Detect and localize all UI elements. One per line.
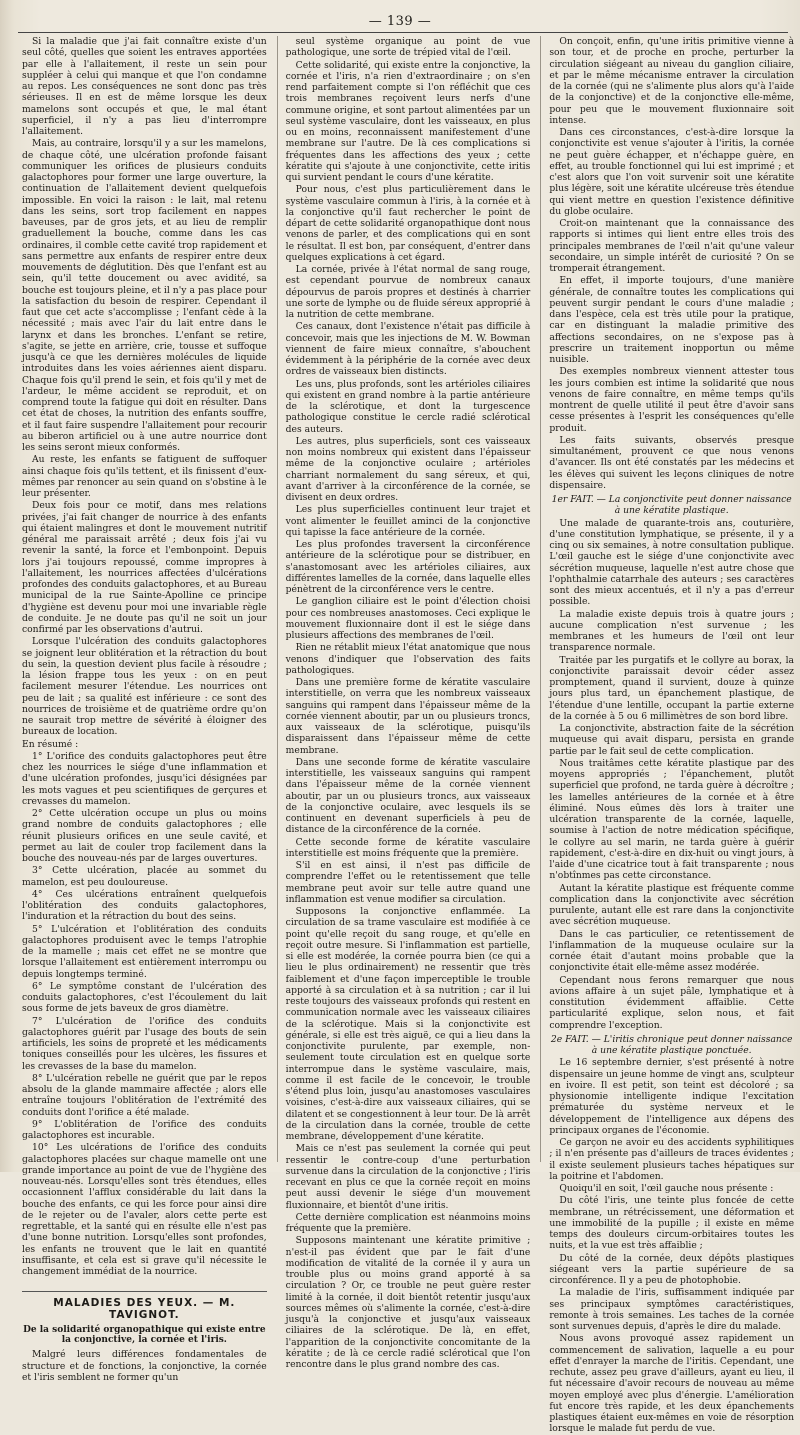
paragraph: Cette dernière complication est néanmoins moins fréquente que la première.	[285, 1211, 531, 1234]
paragraph: Les plus superficielles continuent leur trajet et vont alimenter le feuillet aminci de la conjonctive qui tapisse la face antérieure de la cornée.	[285, 504, 531, 538]
paragraph: seul système organique au point de vue pathologique, une sorte de trépied vital de l'œil.	[285, 36, 531, 59]
paragraph: Quoiqu'il en soit, l'œil gauche nous présente :	[559, 1183, 774, 1194]
paragraph: Une malade de quarante-trois ans, couturière, d'une constitution lymphatique, se présente, il y a cinq ou six semaines, à notre consultation publique. L'œil gauche est le siége d'une conjonctivite avec sécrétion muqueuse, laquelle n'est autre chose que l'ophthalmie catarrhale des auteurs ; ses caractères sont des mieux accentués, et il n'y a pas d'erreur possible.	[549, 517, 795, 608]
page-number: — 139 —	[368, 14, 432, 29]
paragraph: Dans une seconde forme de kératite vasculaire interstitielle, les vaisseaux sanguins qui rampent dans l'épaisseur même de la cornée viennent aboutir, par un ou plusieurs troncs, aux vaisseaux de la conjonctive oculaire, avec lesquels ils se continuent en devenant superficiels à peu de distance de la circonférence de la cornée.	[285, 756, 531, 836]
column-middle	[277, 36, 531, 1370]
paragraph: Rien ne rétablit mieux l'état anatomique que nous venons d'indiquer que l'observation des faits pathologiques.	[285, 642, 531, 676]
paragraph: Des exemples nombreux viennent attester tous les jours combien est intime la solidarité que nous venons de faire connaître, en même temps qu'ils montrent de quelle utilité il peut être d'avoir sans cesse présentes à l'esprit les conséquences qu'elle produit.	[549, 366, 795, 434]
paragraph: La maladie de l'iris, suffisamment indiquée par ses principaux symptômes caractéristiques, remonte à trois semaines. Les taches de la cornée sont survenues depuis, d'après le dire du malade.	[549, 1287, 795, 1332]
paragraph: Croit-on maintenant que la connaissance des rapports si intimes qui lient entre elles trois des principales membranes de l'œil n'ait qu'une valeur secondaire, un simple intérêt de curiosité ? On se tromperait étrangement.	[549, 218, 795, 274]
paragraph: Supposons maintenant une kératite primitive ; n'est-il pas évident que par le fait d'une modification de vitalité de la cornée il y aura un trouble plus ou moins grand apporté à sa circulation ? Or, ce trouble ne peut guère rester limité à la cornée, il doit bientôt retentir jusqu'aux sources mêmes où s'alimente la cornée, c'est-à-dire jusqu'à la conjonctive et jusqu'aux vaisseaux ciliaires de la sclérotique. De là, en effet, l'apparition de la conjonctivite concomitante de la kératite ; de là ce cercle radié sclérotical que l'on rencontre dans le plus grand nombre des cas.	[285, 1235, 531, 1370]
paragraph: Nous avons provoqué assez rapidement un commencement de salivation, laquelle a eu pour effet d'enrayer la marche de l'iritis. Cependant, une rechute, assez peu grave d'ailleurs, ayant eu lieu, il fut nécessaire d'avoir recours de nouveau au même moyen employé avec plus d'énergie. L'amélioration fut encore très rapide, et les deux épanchements plastiques étaient eux-mêmes en voie de résorption lorsque le malade fut perdu de vue.	[549, 1333, 795, 1435]
paragraph: Malgré leurs différences fondamentales de structure et de fonctions, la conjonctive, la cornée et l'iris semblent ne former qu'un	[22, 1349, 267, 1383]
paragraph: Traitée par les purgatifs et le collyre au borax, la conjonctivite paraissait devoir céder assez promptement, quand il survient, douze à quinze jours plus tard, un épanchement plastique, de l'étendue d'une lentille, occupant la partie externe de la cornée à 5 ou 6 millimètres de son bord libre.	[549, 654, 795, 722]
paragraph: Les autres, plus superficiels, sont ces vaisseaux non moins nombreux qui existent dans l'épaisseur même de la conjonctive oculaire ; artérioles charriant normalement du sang séreux, et qui, avant d'arriver à la circonférence de la cornée, se divisent en deux ordres.	[285, 435, 531, 503]
paragraph: Cette solidarité, qui existe entre la conjonctive, la cornée et l'iris, n'a rien d'extraordinaire ; on s'en rend parfaitement compte si l'on réfléchit que ces trois membranes reçoivent leurs nerfs d'une commune origine, et sont partout alimentées par un seul système vasculaire, dont les vaisseaux, en plus ou en moins, reconnaissent manifestement d'une membrane sur l'autre. De là ces complications si fréquentes dans les affections des yeux ; cette kératite qui s'ajoute à une conjonctivite, cette iritis qui survient pendant le cours d'une kératite.	[285, 59, 531, 183]
paragraph: Dans ces circonstances, c'est-à-dire lorsque la conjonctivite est venue s'ajouter à l'iritis, la cornée ne peut guère échapper, et n'échappe guère, en effet, au trouble fonctionnel qui lui est imprimé ; et c'est alors que l'on voit survenir soit une kératite plus légère, soit une kératite ulcéreuse très étendue qui vient mettre en question l'existence définitive du globe oculaire.	[549, 127, 795, 217]
summary-item: 8° L'ulcération rebelle ne guérit que par le repos absolu de la glande mammaire affectée ; alors elle entraîne toujours l'oblitération de l'extrémité des conduits dont l'orifice a été malade.	[22, 1072, 267, 1118]
page-header	[0, 12, 800, 36]
paragraph: La maladie existe depuis trois à quatre jours ; aucune complication n'est survenue ; les membranes et les humeurs de l'œil ont leur transparence normale.	[549, 608, 795, 654]
paragraph: Cette seconde forme de kératite vasculaire interstitielle est moins fréquente que la première.	[285, 836, 531, 859]
paragraph: Les faits suivants, observés presque simultanément, prouvent ce que nous venons d'avancer. Ils ont été constatés par les médecins et les élèves qui suivent les leçons cliniques de notre dispensaire.	[549, 434, 795, 491]
paragraph: En effet, il importe toujours, d'une manière générale, de connaître toutes les complications qui peuvent surgir pendant le cours d'une maladie ; dans l'espèce, cela est très utile pour la pratique, car en distinguant la maladie primitive des affections secondaires, on ne s'expose pas à prescrire un traitement inopportun ou même nuisible.	[549, 275, 795, 365]
paragraph: Le ganglion ciliaire est le point d'élection choisi pour ces nombreuses anastomoses. Ceci explique le mouvement fluxionnaire dont il est le siége dans plusieurs affections des membranes de l'œil.	[285, 596, 531, 641]
paragraph: Dans le cas particulier, ce retentissement de l'inflammation de la muqueuse oculaire sur la cornée était d'autant moins probable que la conjonctivite était elle-même assez modérée.	[549, 928, 795, 974]
paragraph: Nous traitâmes cette kératite plastique par des moyens appropriés ; l'épanchement, plutôt superficiel que profond, ne tarda guère à décroître ; les lamelles antérieures de la cornée et à être éliminé. Nous eûmes dès lors à traiter une ulcération transparente de la cornée, laquelle, soumise à l'action de notre médication spécifique, le collyre au sel marin, ne tarda guère à guérir rapidement, c'est-à-dire en dix-huit ou vingt jours, à l'aide d'une cicatrice tout à fait transparente ; nous n'obtînmes pas cette circonstance.	[549, 757, 795, 882]
column-left	[22, 36, 267, 1383]
summary-label: En résumé :	[22, 738, 79, 750]
paragraph: S'il en est ainsi, il n'est pas difficile de comprendre l'effet ou le retentissement que telle membrane peut avoir sur telle autre quand une inflammation est venue modifier sa circulation.	[285, 860, 531, 905]
paragraph: Si la maladie que j'ai fait connaître existe d'un seul côté, quelles que soient les entraves apportées par elle à l'allaitement, il reste un sein pour suppléer à celui qui manque et que l'on condamne au repos. Les conséquences ne sont donc pas très sérieuses. Il en est de même lorsque les deux mamelons sont occupés et que, le mal étant superficiel, il n'y a pas lieu d'interrompre l'allaitement.	[22, 36, 267, 137]
summary-item: 2° Cette ulcération occupe un plus ou moins grand nombre de conduits galactophores ; elle réunit plusieurs orifices en une seule cavité, et permet au lait de couler trop facilement dans la bouche des nouveau-nés par de larges ouvertures.	[22, 808, 267, 864]
summary-item: 5° L'ulcération et l'oblitération des conduits galactophores produisent avec le temps l'atrophie de la mamelle ; mais cet effet ne se montre que lorsque l'allaitement est entièrement interrompu ou depuis longtemps terminé.	[22, 923, 267, 980]
paragraph: Du côté l'iris, une teinte plus foncée de cette membrane, un rétrécissement, une déformation et une immobilité de la pupille ; il existe en même temps des douleurs circum-orbitaires toutes les nuits, et la vue est très affaiblie ;	[549, 1195, 795, 1252]
case-title: 1er FAIT. — La conjonctivite peut donner naissance à une kératite plastique.	[551, 494, 792, 517]
paragraph: On conçoit, enfin, qu'une iritis primitive vienne à son tour, et de proche en proche, perturber la circulation siégeant au niveau du ganglion ciliaire, et par le même mécanisme entraver la circulation de la cornée (qui ne s'alimente plus alors qu'à l'aide de la conjonctive) et de la conjonctive elle-même, pour peu que le mouvement fluxionnaire soit intense.	[549, 36, 795, 126]
paragraph: Supposons la conjonctive enflammée. La circulation de sa trame vasculaire est modifiée à ce point qu'elle reçoit du sang rouge, et qu'elle en reçoit outre mesure. Si l'inflammation est partielle, si elle est modérée, la cornée pourra bien (ce qui a lieu le plus ordinairement) ne ressentir que très faiblement et d'une façon imperceptible le trouble apporté à sa circulation et à sa nutrition ; car il lui reste toujours des vaisseaux profonds qui restent en communication normale avec les vaisseaux ciliaires de la sclérotique. Mais si la conjonctivite est générale, si elle est très aiguë, ce qui a lieu dans la conjonctivite purulente, par exemple, non-seulement toute circulation est en quelque sorte interrompue dans le système vasculaire, mais, comme il est facile de le concevoir, le trouble s'étend plus loin, jusqu'au anastomoses vasculaires voisines, c'est-à-dire aux vaisseaux ciliaires, qui se dilatent et se congestionnent à leur tour. De là arrêt de la circulation dans la cornée, trouble de cette membrane, développement d'une kératite.	[285, 906, 531, 1142]
summary-item: 10° Les ulcérations de l'orifice des conduits galactophores placées sur chaque mamelle ont une grande importance au point de vue de l'hygiène des nouveau-nés. Lorsqu'elles sont très étendues, elles occasionnent l'afflux considérable du lait dans la bouche des enfants, ce qui les force pour ainsi dire de le rejeter ou de l'avaler, alors cette perte est regrettable, et la santé qui en résulte elle n'est pas d'une bonne nutrition. Lorsqu'elles sont profondes, les enfants ne trouvent que le lait en quantité insuffisante, et cela est si grave qu'il nécessite le changement immédiat de la nourrice.	[22, 1142, 267, 1277]
summary-item: 4° Ces ulcérations entraînent quelquefois l'oblitération des conduits galactophores, l'induration et la rétraction du bout des seins.	[22, 888, 267, 923]
paragraph: Le 16 septembre dernier, s'est présenté à notre dispensaire un jeune homme de vingt ans, sculpteur en ivoire. Il est petit, son teint est décoloré ; sa physionomie intelligente indique l'excitation prématurée du système nerveux et le développement de l'intelligence aux dépens des principaux organes de l'économie.	[549, 1057, 795, 1136]
summary-item: 1° L'orifice des conduits galactophores peut être chez les nourrices le siége d'une inflammation et d'une ulcération profondes, jusqu'ici désignées par les mots vagues et peu scientifiques de gerçures et crevasses du mamelon.	[22, 750, 267, 807]
paragraph: Pour nous, c'est plus particulièrement dans le système vasculaire commun à l'iris, à la cornée et à la conjonctive qu'il faut rechercher le point de départ de cette solidarité organopathique dont nous venons de parler, et des complications qui en sont le résultat. Il est bon, par conséquent, d'entrer dans quelques explications à cet égard.	[285, 184, 531, 263]
paragraph: Lorsque l'ulcération des conduits galactophores se joignent leur oblitération et la rétraction du bout du sein, la question devient plus facile à résoudre ; la lésion frappe tous les yeux : on en peut facilement mesurer l'étendue. Les nourrices ont peu de lait ; sa qualité est inférieure : ce sont des nourrices de troisième et de quatrième ordre qu'on ne saurait trop mettre de sévérité à éloigner des bureaux de location.	[22, 636, 267, 738]
summary-item: 9° L'oblitération de l'orifice des conduits galactophores est incurable.	[22, 1118, 267, 1141]
paragraph: Les uns, plus profonds, sont les artérioles ciliaires qui existent en grand nombre à la partie antérieure de la sclérotique, et dont la turgescence pathologique constitue le cercle radié sclérotical des auteurs.	[285, 378, 531, 435]
paragraph: Mais, au contraire, lorsqu'il y a sur les mamelons, de chaque côté, une ulcération profonde faisant communiquer les orifices de plusieurs conduits galactophores pour former une large ouverture, la continuation de l'allaitement devient quelquefois impossible. En voici la raison : le lait, mal retenu dans les seins, sort trop facilement en nappes baveuses, par de gros jets, et au lieu de remplir graduellement la bouche, comme dans les cas ordinaires, il comble cette cavité trop rapidement et sans permettre aux enfants de respirer entre deux mouvements de déglutition. Dès que l'enfant est au sein, qu'il tette doucement ou avec avidité, sa bouche est toujours pleine, et il n'y a pas place pour la satisfaction du besoin de respirer. Cependant il faut que cet acte s'accomplisse ; l'enfant cède à la nécessité ; mais avec l'air du lait entre dans le larynx et dans les bronches. L'enfant se retire, s'agite, se jette en arrière, crie, tousse et suffoque jusqu'à ce que les dernières molécules de liquide introduites dans les voies aériennes aient disparu. Chaque fois qu'il prend le sein, et fois qu'il y met de l'ardeur, le même accident se reproduit, et on comprend toute la fatigue qui doit en résulter. Dans cet état de choses, la nutrition des enfants souffre, et il faut faire suspendre l'allaitement pour recourir au biberon artificiel ou à une autre nourrice dont les seins seront mieux conformés.	[22, 138, 267, 453]
section-title: MALADIES DES YEUX. — M. TAVIGNOT.	[22, 1291, 267, 1321]
summary-item: 7° L'ulcération de l'orifice des conduits galactophores guérit par l'usage des bouts de sein artificiels, les soins de propreté et les médicaments toniques conseillés pour les ulcères, les fissures et les crevasses de la base du mamelon.	[22, 1015, 267, 1072]
text-columns	[22, 36, 795, 1435]
paragraph: Les plus profondes traversent la circonférence antérieure de la sclérotique pour se distribuer, en s'anastomosant avec les artérioles ciliaires, aux différentes lamelles de la cornée, dans laquelle elles pénètrent de la circonférence vers le centre.	[285, 539, 531, 595]
section-subtitle: De la solidarité organopathique qui existe entre la conjonctive, la cornée et l'iris.	[23, 1325, 266, 1346]
summary-item: 3° Cette ulcération, placée au sommet du mamelon, est peu douloureuse.	[22, 865, 267, 888]
summary-item: 6° Le symptôme constant de l'ulcération des conduits galactophores, c'est l'écoulement du lait sous forme de jets baveux de gros diamètre.	[22, 980, 267, 1015]
paragraph: La cornée, privée à l'état normal de sang rouge, est cependant pourvue de nombreux canaux dépourvus de parois propres et destinés à charrier une sorte de lymphe ou de fluide séreux approprié à la nutrition de cette membrane.	[285, 264, 531, 320]
paragraph: Autant la kératite plastique est fréquente comme complication dans la conjonctivite avec sécrétion purulente, autant elle est rare dans la conjonctivite avec sécrétion muqueuse.	[549, 882, 795, 928]
paragraph: Dans une première forme de kératite vasculaire interstitielle, on verra que les nombreux vaisseaux sanguins qui rampent dans l'épaisseur même de la cornée viennent aboutir, par un ou plusieurs troncs, aux vaisseaux de la sclérotique, puisqu'ils disparaissent dans l'épaisseur même de cette membrane.	[285, 677, 531, 756]
paragraph: Mais ce n'est pas seulement la cornée qui peut ressentir le contre-coup d'une perturbation survenue dans la circulation de la conjonctive ; l'iris recevant en plus ce que la cornée reçoit en moins peut aussi devenir le siége d'un mouvement fluxionnaire, et bientôt d'une iritis.	[285, 1143, 531, 1211]
paragraph: Au reste, les enfants se fatiguent de suffoquer ainsi chaque fois qu'ils tettent, et ils finissent d'eux-mêmes par renoncer au sein quand on s'obstine à le leur présenter.	[22, 454, 267, 499]
paragraph: Ce garçon ne avoir eu des accidents syphilitiques ; il n'en présente pas d'ailleurs de traces évidentes ; il existe seulement plusieurs taches hépatiques sur la poitrine et l'abdomen.	[549, 1137, 795, 1182]
paragraph: Deux fois pour ce motif, dans mes relations privées, j'ai fait changer de nourrice à des enfants qui étaient malingres et dont le mouvement nutritif général me paraissait arrêté ; deux fois j'ai vu revenir la santé, la force et l'embonpoint. Depuis lors j'ai toujours repoussé, comme impropres à l'allaitement, les nourrices affectées d'ulcérations profondes des conduits galactophores, et au Bureau municipal de la rue Sainte-Apolline ce principe d'hygiène est devenu pour moi une invariable règle de conduite. Je ne doute pas qu'il ne soit un jour confirmé par les observations d'autrui.	[22, 500, 267, 635]
paragraph: Du côté de la cornée, deux dépôts plastiques siégeant vers la partie supérieure de sa circonférence. Il y a peu de photophobie.	[549, 1252, 795, 1286]
paragraph: Ces canaux, dont l'existence n'était pas difficile à concevoir, mais que les injections de M. W. Bowman viennent de faire mieux connaître, s'abouchent évidemment à la périphérie de la cornée avec deux ordres de vaisseaux bien distincts.	[285, 321, 531, 378]
paragraph: Cependant nous ferons remarquer que nous avions affaire à un sujet pâle, lymphatique et à constitution évidemment affaiblie. Cette particularité explique, selon nous, et fait comprendre l'exception.	[549, 974, 795, 1031]
column-right	[540, 36, 795, 1435]
paragraph: La conjonctivite, abstraction faite de la sécrétion muqueuse qui avait disparu, persista en grande partie par le fait seul de cette complication.	[549, 723, 795, 757]
case-title: 2e FAIT. — L'iritis chronique peut donner naissance à une kératite plastique ponctuée.	[550, 1033, 793, 1056]
header-rule	[18, 32, 788, 33]
